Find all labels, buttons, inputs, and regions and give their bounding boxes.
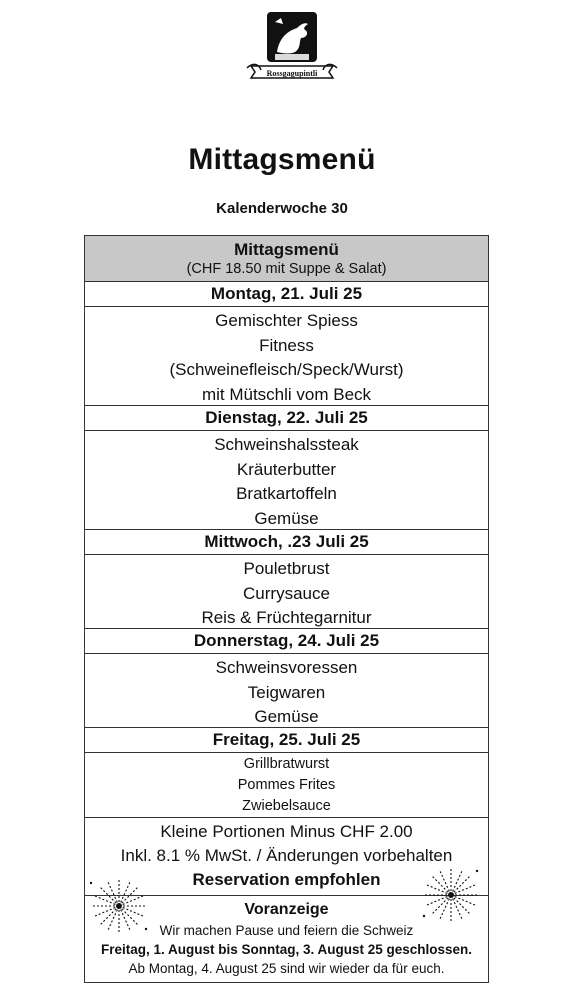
logo-name: Rossgagupintli [266,69,318,78]
dishes-wednesday [85,555,488,629]
page-title: Mittagsmenü [188,143,376,176]
dishes-monday [85,307,488,406]
calendar-week: Kalenderwoche 30 [216,200,348,217]
note-small-portions: Kleine Portionen Minus CHF 2.00 [160,822,413,841]
dish-item: (Schweinefleisch/Speck/Wurst) [169,360,404,379]
dish-item: mit Mütschli vom Beck [201,384,372,404]
note-reservation: Reservation empfohlen [192,870,381,889]
dish-item: Pouletbrust [243,559,330,578]
menu-header [85,236,488,282]
day-friday: Freitag, 25. Juli 25 [85,728,488,753]
day-wednesday: Mittwoch, .23 Juli 25 [85,530,488,555]
dishes-thursday [85,654,488,728]
day-tuesday: Dienstag, 22. Juli 25 [85,406,488,431]
note-vat: Inkl. 8.1 % MwSt. / Änderungen vorbehalten [120,846,453,865]
dish-item: Bratkartoffeln [236,484,337,503]
dish-item: Gemüse [254,707,319,726]
day-monday: Montag, 21. Juli 25 [85,282,488,307]
dish-item: Kräuterbutter [236,459,337,479]
dish-item: Gemüse [254,508,319,528]
dish-item: Schweinshalssteak [214,435,359,454]
menu-header-price: (CHF 18.50 mit Suppe & Salat) [186,261,387,277]
day-thursday: Donnerstag, 24. Juli 25 [85,629,488,654]
preview-line-2: Freitag, 1. August bis Sonntag, 3. August 25 geschlossen. [100,942,473,957]
dish-item: Pommes Frites [237,777,336,793]
dish-item: Currysauce [243,583,330,603]
dish-item: Zwiebelsauce [242,798,331,814]
dish-item: Schweinsvoressen [215,658,358,677]
fireworks-icon [420,866,482,924]
dish-item: Teigwaren [247,682,326,702]
dish-item: Grillbratwurst [243,756,330,772]
dishes-tuesday [85,431,488,530]
dish-item: Fitness [259,335,314,355]
menu-header-title: Mittagsmenü [234,240,339,259]
dishes-friday [85,753,488,818]
dish-item: Reis & Früchtegarnitur [201,608,372,627]
restaurant-logo [245,10,339,86]
preview-line-1: Wir machen Pause und feiern die Schweiz [159,923,414,938]
preview-title: Voranzeige [244,901,329,918]
preview-line-3: Ab Montag, 4. August 25 sind wir wieder da für euch. [128,961,445,976]
dish-item: Gemischter Spiess [215,311,358,330]
fireworks-icon [88,877,150,935]
